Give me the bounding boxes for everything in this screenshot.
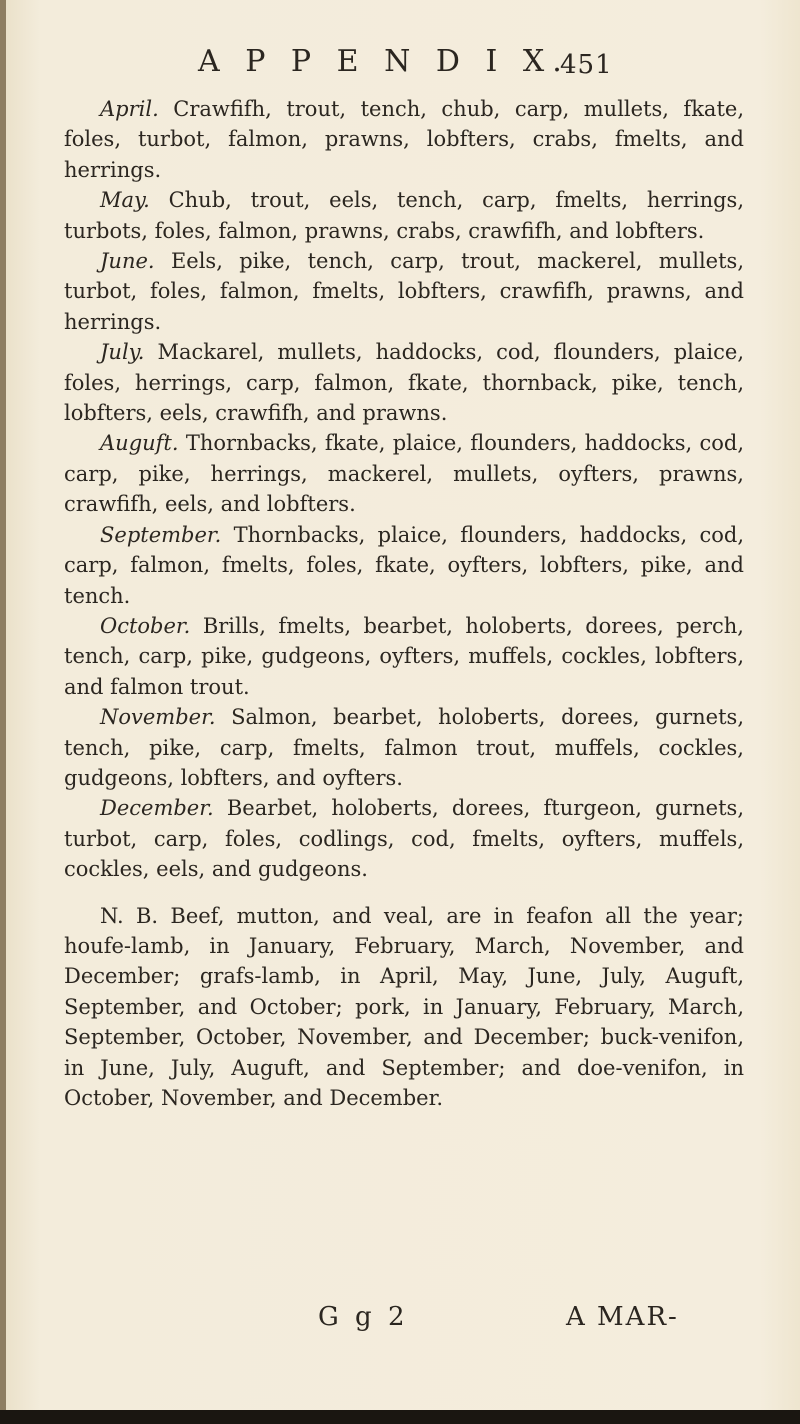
month-label: April.	[100, 97, 159, 121]
month-label: October.	[100, 613, 191, 638]
entry-text: Chub, trout, eels, tench, carp, fmelts, herrings, turbots, foles, falmon, prawns, crabs, crawfifh, and lobfters.	[64, 188, 744, 243]
entry-april	[64, 94, 744, 185]
month-label: May.	[100, 188, 150, 213]
entry-november	[64, 702, 744, 793]
page-number: 451	[560, 50, 613, 80]
page-spine-shadow	[0, 0, 6, 1424]
entry-june	[64, 246, 744, 337]
entry-august	[64, 428, 744, 519]
nota-bene-paragraph: N. B. Beef, mutton, and veal, are in feafon all the year; houfe-lamb, in January, February, March, November, and December; grafs-lamb, in April, May, June, July, Auguft, September, and October; pork, in January, February, March, September, October, November, and December; buck-venifon, in June, July, Auguft, and September; and doe-venifon, in October, November, and December.	[64, 903, 744, 1110]
entry-text: Thornbacks, plaice, flounders, haddocks, cod, carp, falmon, fmelts, foles, fkate, oyfters, lobfters, pike, and tench.	[64, 522, 744, 608]
entry-may	[64, 185, 744, 246]
page-body	[64, 94, 744, 1113]
entry-text: Mackarel, mullets, haddocks, cod, flounders, plaice, foles, herrings, carp, falmon, fkate, thornback, pike, tench, lobfters, eels, crawfifh, and prawns.	[64, 340, 744, 426]
scan-edge-bar	[0, 1410, 800, 1424]
page-footer	[0, 1302, 800, 1342]
signature-mark: G g 2	[318, 1302, 409, 1332]
entry-text: Eels, pike, tench, carp, trout, mackerel, mullets, turbot, foles, falmon, fmelts, lobfters, crawfifh, prawns, and herrings.	[64, 249, 744, 334]
running-header	[140, 44, 740, 88]
entry-september	[64, 520, 744, 611]
entry-july	[64, 337, 744, 428]
entry-october	[64, 611, 744, 702]
entry-text: Bearbet, holoberts, dorees, fturgeon, gurnets, turbot, carp, foles, codlings, cod, fmelts, oyfters, muffels, cockles, eels, and gudgeons.	[64, 796, 744, 882]
month-label: December.	[100, 796, 214, 821]
month-label: July.	[100, 340, 145, 365]
running-title: A P P E N D I X.	[198, 44, 570, 79]
entry-december	[64, 793, 744, 884]
entry-text: Thornbacks, fkate, plaice, flounders, haddocks, cod, carp, pike, herrings, mackerel, mullets, oyfters, prawns, crawfifh, eels, and lobfters.	[64, 431, 744, 517]
entry-text: Brills, fmelts, bearbet, holoberts, dorees, perch, tench, carp, pike, gudgeons, oyfters, muffels, cockles, lobfters, and falmon trout.	[64, 613, 744, 699]
catchword: A MAR-	[566, 1302, 679, 1332]
month-label: June.	[100, 249, 155, 274]
month-label: November.	[100, 705, 216, 730]
month-label: Auguft.	[100, 431, 179, 456]
entry-text: Crawfifh, trout, tench, chub, carp, mullets, fkate, foles, turbot, falmon, prawns, lobfters, crabs, fmelts, and herrings.	[64, 97, 744, 182]
entry-text: Salmon, bearbet, holoberts, dorees, gurnets, tench, pike, carp, fmelts, falmon trout, muffels, cockles, gudgeons, lobfters, and oyfters.	[64, 705, 744, 790]
month-label: September.	[100, 522, 222, 547]
